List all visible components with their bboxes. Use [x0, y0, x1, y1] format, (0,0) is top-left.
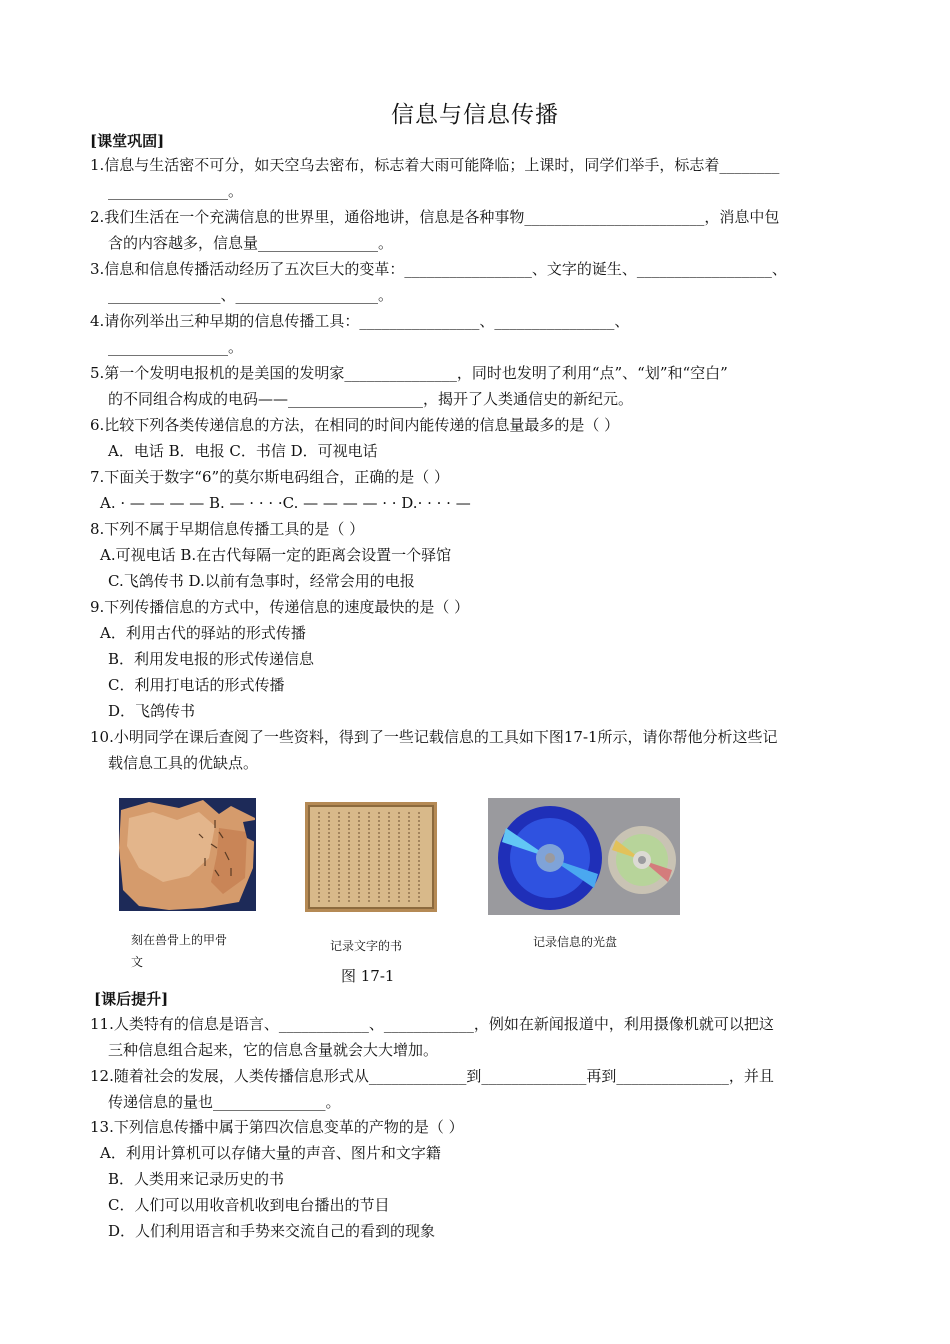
question-13-option-c: C．人们可以用收音机收到电台播出的节目: [108, 1196, 390, 1214]
question-8: 8.下列不属于早期信息传播工具的是（ ）: [90, 520, 365, 538]
figure-label: 图 17-1: [341, 967, 395, 985]
question-12-line-2: 传递信息的量也_______________。: [108, 1093, 341, 1111]
question-6-options: A．电话 B．电报 C．书信 D．可视电话: [108, 442, 378, 460]
optical-disc-image: [488, 798, 680, 915]
question-3-line-2: _______________、___________________。: [108, 286, 394, 304]
caption-oracle-bone-line-1: 刻在兽骨上的甲骨: [131, 933, 228, 947]
question-2-line-2: 含的内容越多，信息量________________。: [108, 234, 394, 252]
question-9-option-d: D．飞鸽传书: [108, 702, 196, 720]
question-9-option-c: C．利用打电话的形式传播: [108, 676, 285, 694]
question-11-line-2: 三种信息组合起来，它的信息含量就会大大增加。: [108, 1041, 439, 1059]
question-9-option-a: A．利用古代的驿站的形式传播: [100, 624, 306, 642]
section-heading-after-class: [课后提升]: [94, 990, 169, 1008]
question-8-options-ab: A.可视电话 B.在古代每隔一定的距离会设置一个驿馆: [100, 546, 452, 564]
caption-book: 记录文字的书: [330, 939, 403, 953]
question-11-line-1: 11.人类特有的信息是语言、____________、____________，例如在新闻报道中，利用摄像机就可以把这: [90, 1015, 774, 1033]
question-3-line-1: 3.信息和信息传播活动经历了五次巨大的变革：_________________、文字的诞生、__________________、: [90, 260, 787, 278]
question-12-line-1: 12.随着社会的发展，人类传播信息形式从_____________到______________再到_______________，并且: [90, 1067, 774, 1085]
ancient-book-image: [305, 802, 437, 912]
question-1-line-1: 1.信息与生活密不可分，如天空乌去密布，标志着大雨可能降临；上课时，同学们举手，标志着________: [90, 156, 780, 174]
question-13: 13.下列信息传播中属于第四次信息变革的产物的是（ ）: [90, 1118, 464, 1136]
question-7-options: A. · — — — — B. — · · · ·C. — — — — · · D.· · · · —: [100, 494, 471, 512]
oracle-bone-image: [119, 798, 256, 911]
caption-oracle-bone-line-2: 文: [131, 955, 144, 969]
question-1-line-2: ________________。: [108, 182, 244, 200]
question-10-line-2: 载信息工具的优缺点。: [108, 754, 259, 772]
question-7: 7.下面关于数字“6”的莫尔斯电码组合，正确的是（ ）: [90, 468, 449, 486]
question-6: 6.比较下列各类传递信息的方法，在相同的时间内能传递的信息量最多的是（ ）: [90, 416, 620, 434]
question-13-option-b: B．人类用来记录历史的书: [108, 1170, 285, 1188]
page-title: 信息与信息传播: [391, 102, 559, 128]
question-13-option-d: D．人们利用语言和手势来交流自己的看到的现象: [108, 1222, 436, 1240]
caption-disc: 记录信息的光盘: [533, 935, 618, 949]
question-5-line-1: 5.第一个发明电报机的是美国的发明家_______________，同时也发明了利用“点”、“划”和“空白”: [90, 364, 728, 382]
section-heading-classroom: [课堂巩固]: [90, 132, 165, 150]
question-13-option-a: A．利用计算机可以存储大量的声音、图片和文字籍: [100, 1144, 441, 1162]
question-9-option-b: B．利用发电报的形式传递信息: [108, 650, 315, 668]
question-4-line-2: ________________。: [108, 338, 244, 356]
question-4-line-1: 4.请你列举出三种早期的信息传播工具：________________、________________、: [90, 312, 630, 330]
question-5-line-2: 的不同组合构成的电码——__________________，揭开了人类通信史的新纪元。: [108, 390, 634, 408]
question-10-line-1: 10.小明同学在课后查阅了一些资料，得到了一些记载信息的工具如下图17-1所示，请你帮他分析这些记: [90, 728, 778, 746]
question-2-line-1: 2.我们生活在一个充满信息的世界里，通俗地讲，信息是各种事物________________________，消息中包: [90, 208, 780, 226]
question-9: 9.下列传播信息的方式中，传递信息的速度最快的是（ ）: [90, 598, 470, 616]
question-8-options-cd: C.飞鸽传书 D.以前有急事时，经常会用的电报: [108, 572, 415, 590]
